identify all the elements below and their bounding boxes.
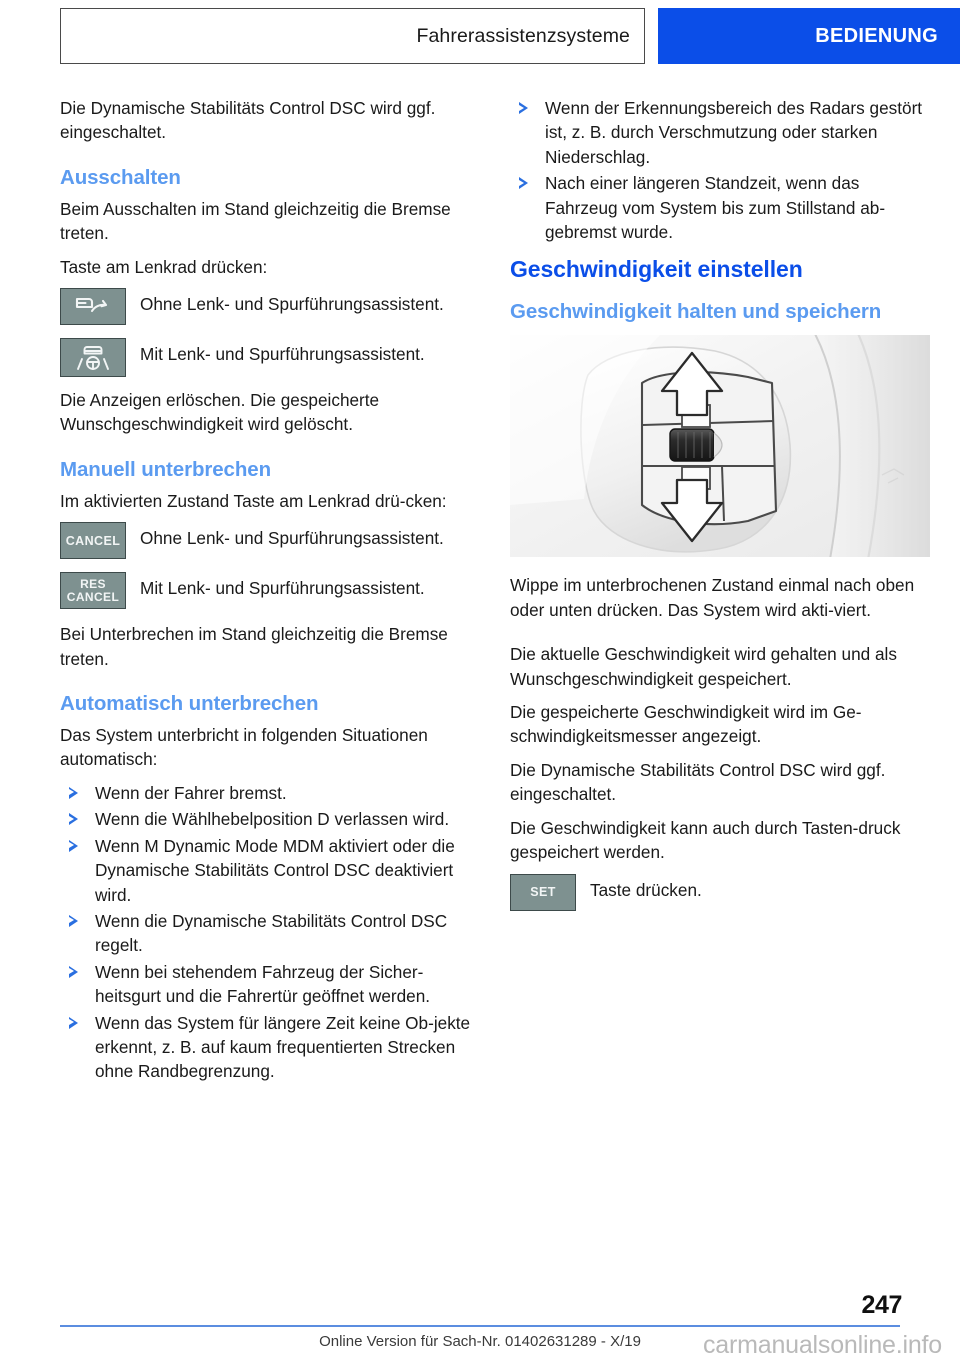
heading-geschwindigkeit-halten: Geschwindigkeit halten und speichern (510, 300, 882, 324)
list-item (60, 960, 480, 1009)
header-chapter-box (658, 8, 960, 64)
manuell-paragraph-1: Im aktivierten Zustand Taste am Lenkrad drü-cken: (60, 490, 447, 511)
lane-assist-off-glyph (70, 294, 116, 320)
triangle-bullet-icon (69, 813, 78, 825)
lane-assist-steering-icon (60, 338, 126, 377)
icon-row-label: Taste drücken. (590, 879, 702, 900)
page-header (60, 8, 960, 64)
list-item-text: Wenn bei stehendem Fahrzeug der Sicher-heitsgurt und die Fahrertür geöffnet werden. (95, 961, 431, 1007)
header-section-title-box (60, 8, 645, 64)
triangle-bullet-icon (69, 787, 78, 799)
lane-assist-off-icon (60, 288, 126, 325)
triangle-bullet-icon (519, 177, 528, 189)
list-item (510, 171, 930, 244)
footer-online-version-note: Online Version für Sach-Nr. 01402631289 - X/19 (319, 1333, 641, 1350)
icon-row-label: Ohne Lenk- und Spurführungsassistent. (140, 294, 444, 315)
header-chapter-label: BEDIENUNG (815, 24, 938, 47)
geschwindigkeit-paragraph-3: Die gespeicherte Geschwindigkeit wird im Ge-schwindigkeitsmesser angezeigt. (510, 702, 862, 747)
footer-watermark: carmanualsonline.info (702, 1331, 942, 1359)
triangle-bullet-icon (519, 102, 528, 114)
intro-paragraph: Die Dynamische Stabilitäts Control DSC wird ggf. eingeschaltet. (60, 98, 436, 143)
cancel-button-label: CANCEL (65, 533, 121, 548)
cancel-button-icon (60, 522, 126, 559)
footer-divider-rule (60, 1325, 900, 1327)
steering-wheel-photo-graphic (510, 335, 930, 557)
left-column (60, 96, 480, 1090)
icon-row-label: Mit Lenk- und Spurführungsassistent. (140, 344, 425, 365)
ausschalten-paragraph-1: Beim Ausschalten im Stand gleichzeitig die Bremse treten. (60, 198, 451, 244)
list-item-text: Wenn der Erkennungsbereich des Radars gestört ist, z. B. durch Verschmutzung oder starken Niederschlag. (545, 98, 923, 167)
list-item-text: Wenn der Fahrer bremst. (95, 782, 287, 803)
list-item-text: Wenn das System für längere Zeit keine Ob-jekte erkennt, z. B. auf kaum frequentierten Strecken ohne Randbegrenzung. (95, 1012, 471, 1082)
geschwindigkeit-paragraph-1: Wippe im unterbrochenen Zustand einmal nach oben oder unten drücken. Das System wird akti-viert. (510, 575, 915, 620)
list-item (60, 834, 480, 907)
res-cancel-line1: RES (80, 577, 106, 592)
icon-row-lane-assist-off (60, 288, 480, 330)
icon-row-label: Mit Lenk- und Spurführungsassistent. (140, 578, 425, 599)
heading-automatisch-unterbrechen: Automatisch unterbrechen (60, 692, 319, 716)
icon-row-lane-assist-steering (60, 338, 480, 380)
lane-assist-steering-glyph (70, 343, 116, 373)
icon-row-res-cancel (60, 572, 480, 614)
heading-ausschalten: Ausschalten (60, 165, 181, 189)
set-button-icon (510, 874, 576, 911)
icon-row-cancel (60, 522, 480, 564)
page-number: 247 (861, 1291, 902, 1319)
geschwindigkeit-paragraph-4: Die Dynamische Stabilitäts Control DSC wird ggf. eingeschaltet. (510, 759, 886, 805)
right-column (510, 96, 930, 924)
triangle-bullet-icon (69, 966, 78, 978)
automatisch-bullet-list (60, 781, 480, 1084)
steering-wheel-rocker-switch-photo (510, 335, 930, 557)
list-item-text: Wenn die Dynamische Stabilitäts Control DSC regelt. (95, 910, 448, 956)
res-cancel-button-icon (60, 572, 126, 609)
automatisch-paragraph-1: Das System unterbricht in folgenden Situationen automatisch: (60, 725, 428, 770)
icon-row-set (510, 874, 930, 916)
list-item (510, 96, 930, 169)
heading-manuell-unterbrechen: Manuell unterbrechen (60, 457, 272, 481)
triangle-bullet-icon (69, 840, 78, 852)
list-item (60, 781, 480, 805)
header-section-title: Fahrerassistenzsysteme (416, 24, 630, 47)
icon-row-label: Ohne Lenk- und Spurführungsassistent. (140, 528, 444, 549)
geschwindigkeit-paragraph-5: Die Geschwindigkeit kann auch durch Tasten-druck gespeichert werden. (510, 817, 901, 863)
list-item (60, 1011, 480, 1084)
triangle-bullet-icon (69, 915, 78, 927)
manuell-paragraph-2: Bei Unterbrechen im Stand gleichzeitig die Bremse treten. (60, 624, 448, 669)
list-item-text: Wenn die Wählhebelposition D verlassen wird. (95, 809, 450, 830)
list-item-text: Wenn M Dynamic Mode MDM aktiviert oder die Dynamische Stabilitäts Control DSC deaktiviert wird. (95, 835, 455, 905)
continued-bullet-list (510, 96, 930, 244)
heading-geschwindigkeit-einstellen: Geschwindigkeit einstellen (510, 256, 803, 283)
res-cancel-line2: CANCEL (66, 589, 120, 604)
list-item (60, 807, 480, 831)
list-item (60, 909, 480, 958)
res-cancel-button-label (67, 578, 119, 603)
list-item-text: Nach einer längeren Standzeit, wenn das Fahrzeug vom System bis zum Stillstand ab-gebremst wurde. (545, 173, 886, 243)
geschwindigkeit-paragraph-2: Die aktuelle Geschwindigkeit wird gehalten und als Wunschgeschwindigkeit gespeichert. (510, 644, 897, 689)
set-button-label: SET (530, 884, 556, 899)
ausschalten-paragraph-2: Taste am Lenkrad drücken: (60, 256, 268, 277)
ausschalten-paragraph-3: Die Anzeigen erlöschen. Die gespeicherte Wunschgeschwindigkeit wird gelöscht. (60, 390, 380, 435)
triangle-bullet-icon (69, 1017, 78, 1029)
